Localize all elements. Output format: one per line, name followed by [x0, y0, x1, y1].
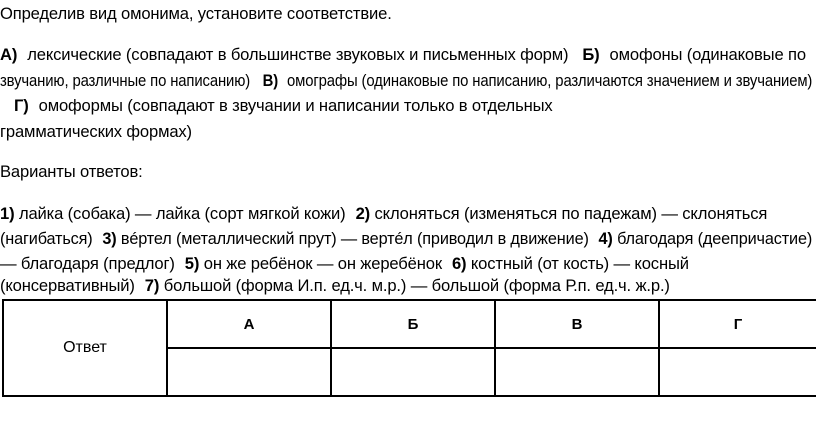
category-g-text-cont: грамматических формах): [0, 122, 192, 141]
answer-column-b: Б: [331, 300, 495, 348]
category-b-text-cont: звучанию, различные по написанию): [0, 71, 251, 90]
option-2-num: 2): [355, 204, 371, 223]
category-a-letter: А): [0, 45, 18, 64]
option-4-num: 4): [598, 229, 613, 248]
category-g-letter: Г): [14, 96, 29, 115]
category-line-4: [0, 122, 192, 142]
answer-cell-g[interactable]: [659, 348, 816, 396]
option-6-num: 6): [451, 254, 467, 273]
option-6-text: костный (от кость) — косный: [470, 254, 689, 273]
option-7-num: 7): [144, 276, 160, 295]
options-line-4: [0, 276, 670, 296]
category-line-1: [0, 45, 806, 65]
answer-row-label: Ответ: [3, 300, 167, 396]
category-a-text: лексические (совпадают в большинстве звуковых и письменных форм): [27, 45, 569, 64]
option-5-num: 5): [184, 254, 200, 273]
options-line-1: [0, 204, 767, 224]
option-1-text: лайка (собака) — лайка (сорт мягкой кожи): [18, 204, 346, 223]
answers-heading: Варианты ответов:: [0, 162, 143, 181]
option-3-text: вéртел (металлический прут) — вертéл (приводил в движение): [120, 229, 589, 248]
category-g-text: омоформы (совпадают в звучании и написании только в отдельных: [38, 96, 553, 115]
category-line-3: [0, 96, 553, 116]
options-line-2: [0, 229, 812, 249]
answer-cell-b[interactable]: [331, 348, 495, 396]
option-5-text: он же ребёнок — он жеребёнок: [203, 254, 442, 273]
answer-column-g: Г: [659, 300, 816, 348]
category-line-2: [0, 71, 812, 91]
option-4-text: благодаря (деепричастие): [617, 229, 813, 248]
answer-table: [2, 299, 816, 397]
answer-column-a: А: [167, 300, 331, 348]
option-6-text-cont: (консервативный): [0, 276, 135, 295]
category-b-text: омофоны (одинаковые по: [609, 45, 806, 64]
option-1-num: 1): [0, 204, 15, 223]
answer-table-header-row: [3, 300, 816, 348]
option-2-text: склоняться (изменяться по падежам) — склоняться: [374, 204, 768, 223]
options-line-3: [0, 254, 689, 274]
category-v-text: омографы (одинаковые по написанию, различаются значением и звучанием): [286, 71, 813, 90]
answer-cell-a[interactable]: [167, 348, 331, 396]
instruction-text: Определив вид омонима, установите соответствие.: [0, 4, 392, 23]
option-7-text: большой (форма И.п. ед.ч. м.р.) — большой (форма Р.п. ед.ч. ж.р.): [163, 276, 670, 295]
option-3-num: 3): [102, 229, 117, 248]
option-2-text-cont: (нагибаться): [0, 229, 93, 248]
option-4-text-cont: — благодаря (предлог): [0, 254, 175, 273]
category-v-letter: В): [262, 71, 279, 90]
category-b-letter: Б): [582, 45, 600, 64]
answer-cell-v[interactable]: [495, 348, 659, 396]
answer-column-v: В: [495, 300, 659, 348]
